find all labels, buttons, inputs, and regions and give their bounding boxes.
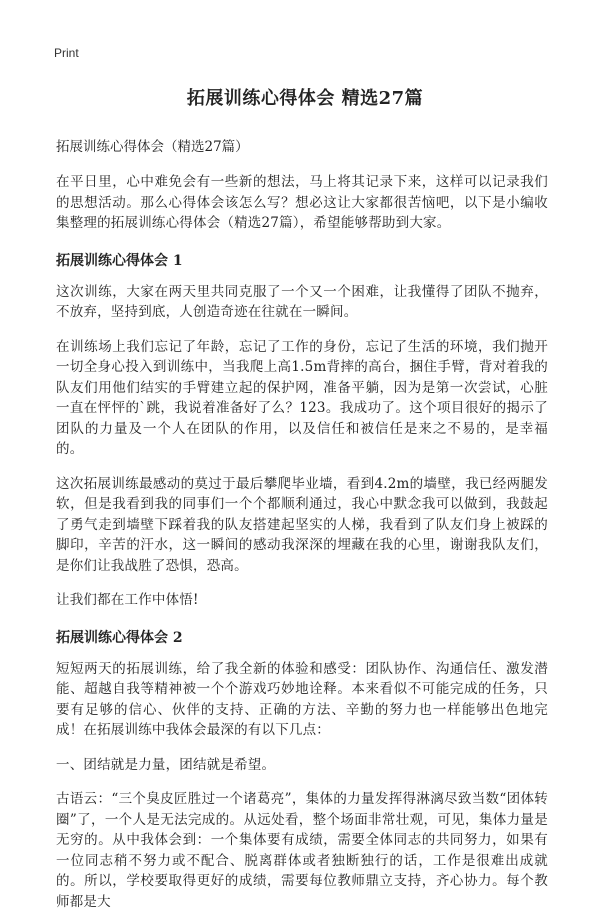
section-2-paragraph-3: 古语云：“三个臭皮匠胜过一个诸葛亮”，集体的力量发挥得淋漓尽致当数“团体转圈”了，一个人是无法完成的。从远处看，整个场面非常壮观，可见，集体力量是无穷的。从中我体会到：一个集体要有成绩，需要全体同志的共同努力，如果有一位同志稍不努力或不配合、脱离群体或者独断独行的话，工作是很难出成就的。所以，学校要取得更好的成绩，需要每位教师鼎立支持，齐心协力。每个教师都是大 [56,791,548,910]
section-heading-1: 拓展训练心得体会 1 [56,252,183,269]
section-1-paragraph-4: 让我们都在工作中体悟! [56,592,199,608]
section-1-paragraph-2: 在训练场上我们忘记了年龄，忘记了工作的身份，忘记了生活的环境，我们抛开一切全身心投入到训练中，当我爬上高1.5m背摔的高台，捆住手臂，背对着我的队友们用他们结实的手臂建立起的保护网，准备平躺，因为是第一次尝试，心脏一直在怦怦的`跳，我说着准备好了么？123。我成功了。这个项目很好的揭示了团队的力量及一个人在团队的作用，以及信任和被信任是来之不易的，是幸福的。 [56,338,548,457]
section-1-paragraph-3: 这次拓展训练最感动的莫过于最后攀爬毕业墙，看到4.2m的墙壁，我已经两腿发软，但是我看到我的同事们一个个都顺利通过，我心中默念我可以做到，我鼓起了勇气走到墙壁下踩着我的队友搭建起坚实的人梯，我看到了队友们身上被踩的脚印，辛苦的汗水，这一瞬间的感动我深深的埋藏在我的心里，谢谢我队友们，是你们让我战胜了恐惧，恐高。 [56,475,548,574]
print-link[interactable]: Print [54,46,79,60]
lead-line: 拓展训练心得体会（精选27篇） [56,139,249,155]
section-2-paragraph-1: 短短两天的拓展训练，给了我全新的体验和感受：团队协作、沟通信任、激发潜能、超越自我等精神被一个个游戏巧妙地诠释。本来看似不可能完成的任务，只要有足够的信心、伙伴的支持、正确的方法、辛勤的努力也一样能够出色地完成！在拓展训练中我体会最深的有以下几点： [56,660,548,738]
page-title: 拓展训练心得体会 精选27篇 [186,88,424,109]
section-1-paragraph-1: 这次训练，大家在两天里共同克服了一个又一个困难，让我懂得了团队不抛弃，不放弃，坚持到底，人创造奇迹在往就在一瞬间。 [56,283,548,320]
section-heading-2: 拓展训练心得体会 2 [56,629,183,646]
intro-paragraph: 在平日里，心中难免会有一些新的想法，马上将其记录下来，这样可以记录我们的思想活动。那么心得体会该怎么写？想必这让大家都很苦恼吧，以下是小编收集整理的拓展训练心得体会（精选27篇），希望能够帮助到大家。 [56,174,548,231]
section-2-paragraph-2: 一、团结就是力量，团结就是希望。 [56,756,276,773]
